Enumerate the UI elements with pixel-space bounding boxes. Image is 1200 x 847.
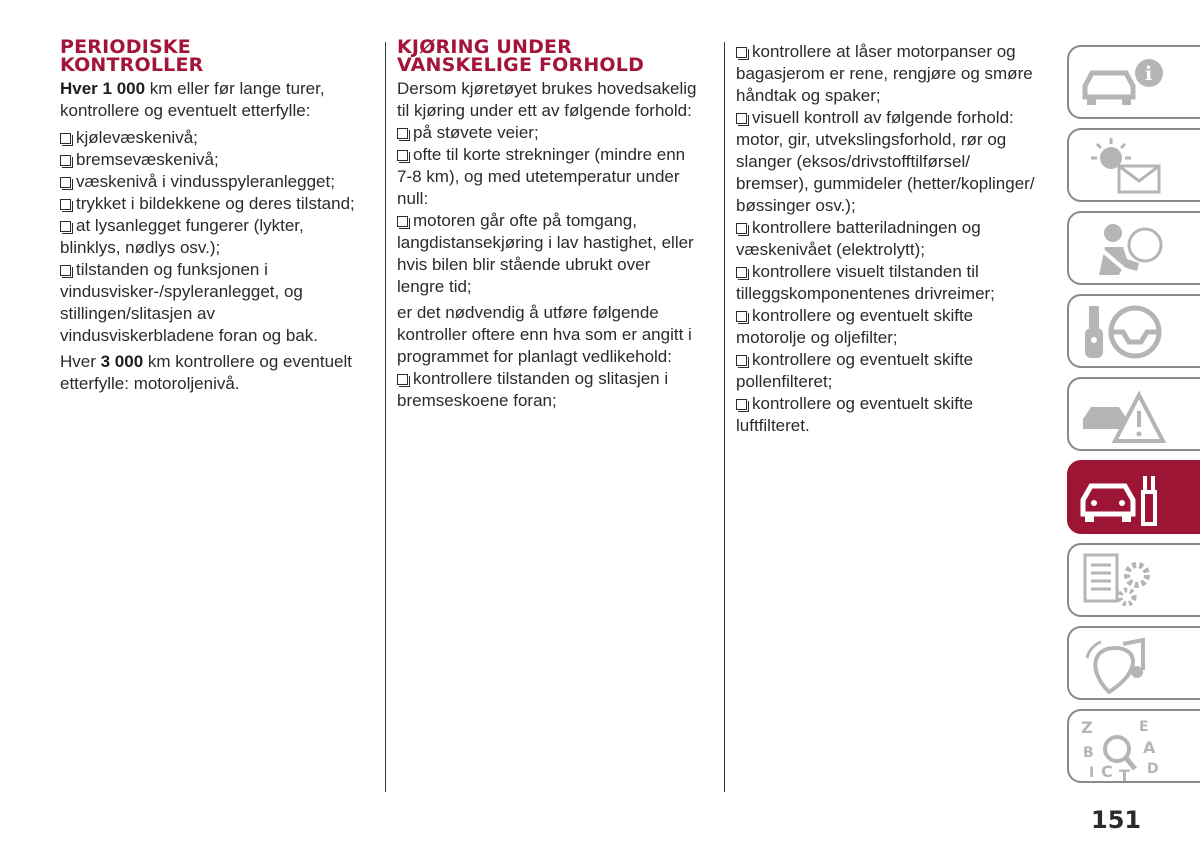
checklist-item: kontrollere batteriladningen og væskenivået (elektrolytt);: [736, 218, 981, 259]
checkbox-bullet-icon: [60, 177, 71, 188]
column-divider: [724, 42, 725, 792]
checkbox-bullet-icon: [736, 223, 747, 234]
checkbox-bullet-icon: [736, 399, 747, 410]
car-warning-icon: [1079, 385, 1169, 445]
checklist-item: motoren går ofte på tomgang, langdistansekjøring i lav hastighet, eller hvis bilen blir stående ubrukt over lengre tid;: [397, 211, 694, 296]
svg-text:C: C: [1101, 762, 1113, 781]
svg-text:B: B: [1083, 745, 1094, 761]
safety-airbag-icon: [1079, 219, 1169, 279]
frequency-paragraph: er det nødvendig å utføre følgende kontroller oftere enn hva som er angitt i programmet for planlagt vedlikehold:: [397, 303, 692, 366]
section-heading-difficult: KJØRING UNDER VANSKELIGE FORHOLD: [397, 36, 645, 76]
svg-text:A: A: [1143, 738, 1156, 757]
tab-multimedia[interactable]: [1067, 626, 1200, 700]
checklist-periodic: [60, 127, 365, 347]
section-heading-periodic: PERIODISKE KONTROLLER: [60, 36, 204, 76]
checkbox-bullet-icon: [60, 155, 71, 166]
checkbox-bullet-icon: [60, 265, 71, 276]
checklist-brakes: [397, 368, 709, 412]
checklist-conditions: [397, 122, 709, 298]
tab-dashboard-lights[interactable]: [1067, 128, 1200, 202]
checkbox-bullet-icon: [60, 133, 71, 144]
svg-text:I: I: [1089, 765, 1095, 781]
checkbox-bullet-icon: [397, 150, 408, 161]
index-search-icon: [1079, 717, 1169, 781]
svg-text:Z: Z: [1081, 718, 1093, 737]
column-difficult-conditions: [397, 38, 709, 412]
checklist-item: trykket i bildekkene og deres tilstand;: [60, 193, 365, 215]
checklist-item: tilstanden og funksjonen i vindusvisker-/spyleranlegget, og stillingen/slitasjen av vindusviskerbladene foran og bak.: [60, 260, 318, 345]
car-maintenance-icon: [1079, 468, 1169, 528]
tab-starting-driving[interactable]: [1067, 294, 1200, 368]
checklist-item: kontrollere at låser motorpanser og bagasjerom er rene, rengjøre og smøre håndtak og spaker;: [736, 42, 1033, 105]
tab-emergency[interactable]: [1067, 377, 1200, 451]
column-additional-checks: [736, 41, 1048, 437]
column-divider: [385, 42, 386, 792]
checkbox-bullet-icon: [60, 199, 71, 210]
intro-paragraph: Dersom kjøretøyet brukes hovedsakelig til kjøring under ett av følgende forhold:: [397, 79, 697, 120]
svg-text:T: T: [1119, 766, 1130, 781]
checklist-item: kontrollere visuelt tilstanden til tilleggskomponentenes drivreimer;: [736, 262, 995, 303]
tab-safety[interactable]: [1067, 211, 1200, 285]
checkbox-bullet-icon: [736, 355, 747, 366]
key-steering-wheel-icon: [1079, 302, 1169, 362]
checkbox-bullet-icon: [397, 128, 408, 139]
column-periodic-checks: PERIODISKE KONTROLLER Hver 1 000 km eller før lange turer, kontrollere og eventuelt etterfylle: kjølevæskenivå; bremsevæskenivå; væskenivå i vindusspyleranlegget; trykket i bildekkene og deres tilstand; at lysanlegget fungerer (lykter, blinklys, nødlys osv.); tilstanden og funksjonen i vindusvisker-/spyleranlegget, og stillingen/slitasjen av vindusviskerbladene foran og bak. Hver 3 000 km kontrollere og eventuelt etterfylle: motoroljenivå.: [60, 38, 365, 400]
dashboard-lights-icon: [1079, 136, 1169, 196]
checklist-item: væskenivå i vindusspyleranlegget;: [60, 171, 365, 193]
svg-text:E: E: [1139, 719, 1149, 735]
checklist-item: kjølevæskenivå;: [60, 127, 365, 149]
checklist-item: bremsevæskenivå;: [60, 149, 365, 171]
car-info-icon: [1079, 53, 1169, 113]
tab-index[interactable]: [1067, 709, 1200, 783]
checklist-item: kontrollere tilstanden og slitasjen i bremseskoene foran;: [397, 369, 669, 410]
checklist-item: visuell kontroll av følgende forhold: motor, gir, utvekslingsforhold, rør og slanger (eksos/drivstofftilførsel/ bremser), gummideler (hetter/koplinger/ bøssinger osv.);: [736, 108, 1035, 215]
svg-text:i: i: [1145, 63, 1153, 85]
checkbox-bullet-icon: [60, 221, 71, 232]
tab-maintenance[interactable]: [1067, 460, 1200, 534]
checklist-additional: [736, 41, 1048, 437]
checklist-item: kontrollere og eventuelt skifte pollenfilteret;: [736, 350, 974, 391]
checklist-item: kontrollere og eventuelt skifte motorolje og oljefilter;: [736, 306, 974, 347]
tab-technical-data[interactable]: [1067, 543, 1200, 617]
checkbox-bullet-icon: [736, 47, 747, 58]
page-number: 151: [1091, 806, 1142, 834]
checkbox-bullet-icon: [736, 113, 747, 124]
checkbox-bullet-icon: [736, 311, 747, 322]
checkbox-bullet-icon: [736, 267, 747, 278]
technical-data-icon: [1079, 551, 1169, 611]
svg-text:D: D: [1147, 761, 1159, 777]
checkbox-bullet-icon: [397, 216, 408, 227]
checkbox-bullet-icon: [397, 374, 408, 385]
checklist-item: på støvete veier;: [397, 122, 709, 144]
tab-car-info[interactable]: [1067, 45, 1200, 119]
checklist-item: at lysanlegget fungerer (lykter, blinklys, nødlys osv.);: [60, 216, 304, 257]
checklist-item: kontrollere og eventuelt skifte luftfilteret.: [736, 394, 974, 435]
multimedia-icon: [1079, 634, 1169, 694]
checklist-item: ofte til korte strekninger (mindre enn 7-8 km), og med utetemperatur under null:: [397, 145, 686, 208]
